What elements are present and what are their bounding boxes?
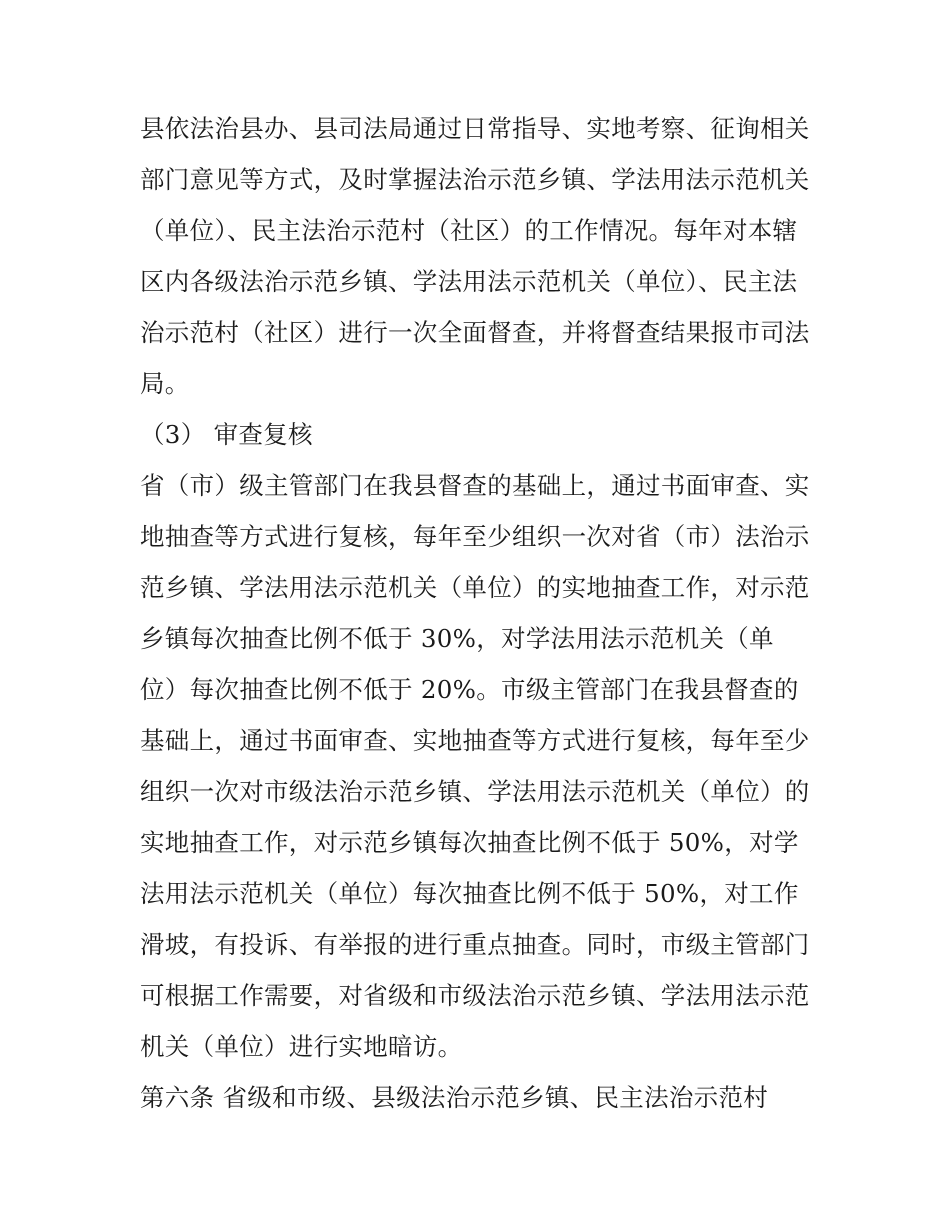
paragraph-line: 法用法示范机关（单位）每次抽查比例不低于 50%，对工作 <box>140 879 799 908</box>
paragraph-line: 组织一次对市级法治示范乡镇、学法用法示范机关（单位）的 <box>140 777 810 806</box>
paragraph-line: 位）每次抽查比例不低于 20%。市级主管部门在我县督查的 <box>140 675 799 704</box>
paragraph-line: 滑坡，有投诉、有举报的进行重点抽查。同时，市级主管部门 <box>140 930 810 959</box>
paragraph-line: 治示范村（社区）进行一次全面督查，并将督查结果报市司法 <box>140 318 810 347</box>
paragraph-line: 基础上，通过书面审查、实地抽查等方式进行复核，每年至少 <box>140 726 810 755</box>
paragraph-line: 机关（单位）进行实地暗访。 <box>140 1032 463 1061</box>
paragraph-line: 乡镇每次抽查比例不低于 30%，对学法用法示范机关（单 <box>140 624 774 653</box>
paragraph-line: 区内各级法治示范乡镇、学法用法示范机关（单位）、民主法 <box>140 267 798 296</box>
paragraph-line: 范乡镇、学法用法示范机关（单位）的实地抽查工作，对示范 <box>140 573 810 602</box>
paragraph-line: 局。 <box>140 369 190 398</box>
section-heading: （3） 审查复核 <box>140 420 313 449</box>
paragraph-line: 省（市）级主管部门在我县督查的基础上，通过书面审查、实 <box>140 471 810 500</box>
paragraph-line: （单位）、民主法治示范村（社区）的工作情况。每年对本辖 <box>140 216 798 245</box>
paragraph-line: 地抽查等方式进行复核，每年至少组织一次对省（市）法治示 <box>140 522 810 551</box>
article-heading: 第六条 省级和市级、县级法治示范乡镇、民主法治示范村 <box>140 1083 769 1112</box>
paragraph-line: 实地抽查工作，对示范乡镇每次抽查比例不低于 50%，对学 <box>140 828 799 857</box>
paragraph-line: 可根据工作需要，对省级和市级法治示范乡镇、学法用法示范 <box>140 981 810 1010</box>
paragraph-line: 县依法治县办、县司法局通过日常指导、实地考察、征询相关 <box>140 114 810 143</box>
paragraph-line: 部门意见等方式，及时掌握法治示范乡镇、学法用法示范机关 <box>140 165 810 194</box>
